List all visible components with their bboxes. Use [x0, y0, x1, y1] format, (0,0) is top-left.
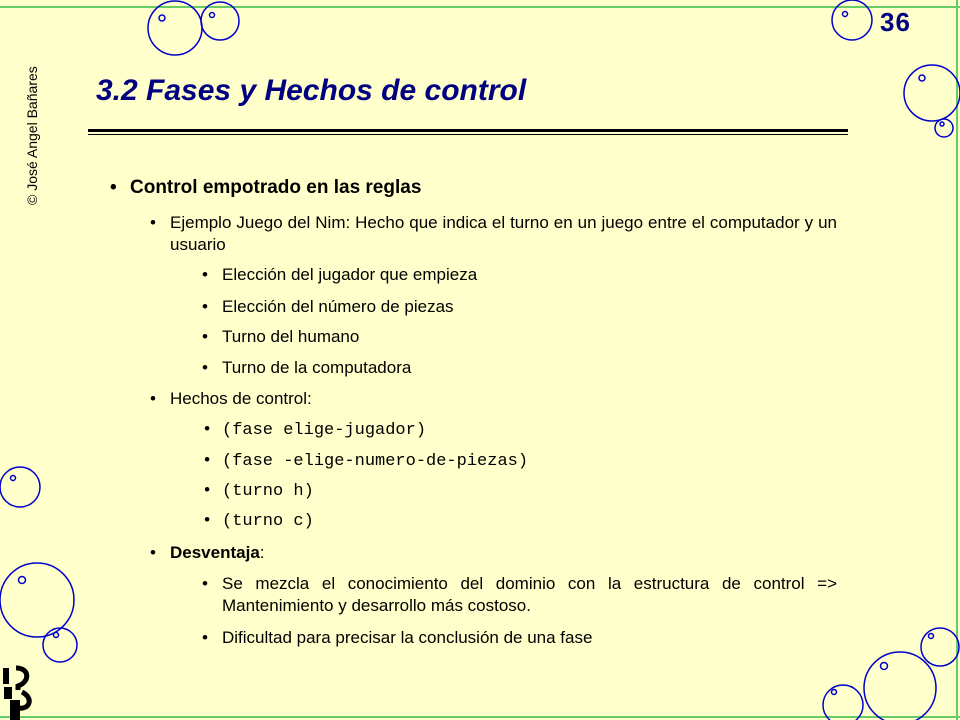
page-number: 36: [880, 7, 911, 37]
bullet-level3-code-item: [202, 481, 837, 503]
bullet-level2-item: [150, 388, 837, 410]
slide-title: 3.2 Fases y Hechos de control: [96, 74, 527, 107]
bullet-dot-icon: •: [202, 574, 208, 593]
bullet-text: Control empotrado en las reglas: [130, 177, 422, 198]
bullet-text: Dificultad para precisar la conclusión de una fase: [222, 628, 593, 647]
bullet-level2-item: [150, 212, 837, 256]
bullet-level3-code-item: [202, 511, 837, 533]
bullet-dot-icon: •: [150, 389, 156, 408]
bullet-dot-icon: •: [202, 628, 208, 647]
bullet-level2-item: [150, 542, 837, 564]
bullet-dot-icon: •: [202, 265, 208, 284]
bullet-text: Turno de la computadora: [222, 358, 412, 377]
bullet-text-bold: Desventaja: [170, 543, 260, 562]
logo-icon: [0, 662, 36, 720]
bullet-text: Elección del jugador que empieza: [222, 265, 478, 284]
bullet-dot-icon: •: [202, 297, 208, 316]
bullet-level3-item: [202, 264, 837, 286]
code-text: (fase -elige-numero-de-piezas): [222, 452, 529, 471]
bullet-text: Ejemplo Juego del Nim: Hecho que indica el turno en un juego entre el computador y un usuario: [170, 213, 837, 254]
code-text: (fase elige-jugador): [222, 421, 427, 440]
bullet-dot-icon: •: [202, 512, 213, 531]
bullet-dot-icon: •: [202, 327, 208, 346]
bullet-level3-code-item: [202, 420, 837, 442]
bullet-level3-item: [202, 627, 837, 649]
bullet-level3-item: [202, 326, 837, 348]
bullet-text: :: [259, 543, 265, 562]
bullet-dot-icon: •: [202, 421, 213, 440]
bullet-dot-icon: •: [202, 358, 208, 377]
bullet-text: Turno del humano: [222, 327, 360, 346]
copyright-text: © José Angel Bañares: [24, 66, 40, 205]
bullet-level3-item: [202, 357, 837, 379]
code-text: (turno c): [222, 512, 314, 531]
bullet-dot-icon: •: [110, 177, 117, 198]
bullet-dot-icon: •: [150, 543, 156, 562]
bullet-dot-icon: •: [150, 213, 156, 232]
bullet-dot-icon: •: [202, 452, 213, 471]
bullet-level3-code-item: [202, 451, 837, 473]
bullet-text: Hechos de control:: [170, 389, 312, 408]
bullet-level1-item: [110, 177, 840, 199]
bullet-text: Elección del número de piezas: [222, 297, 454, 316]
bullet-dot-icon: •: [202, 482, 213, 501]
bullet-level3-item: [202, 296, 837, 318]
bullet-level3-item: [202, 573, 837, 617]
bullet-text: Se mezcla el conocimiento del dominio con la estructura de control => Mantenimiento y desarrollo más costoso.: [222, 574, 837, 615]
code-text: (turno h): [222, 482, 314, 501]
